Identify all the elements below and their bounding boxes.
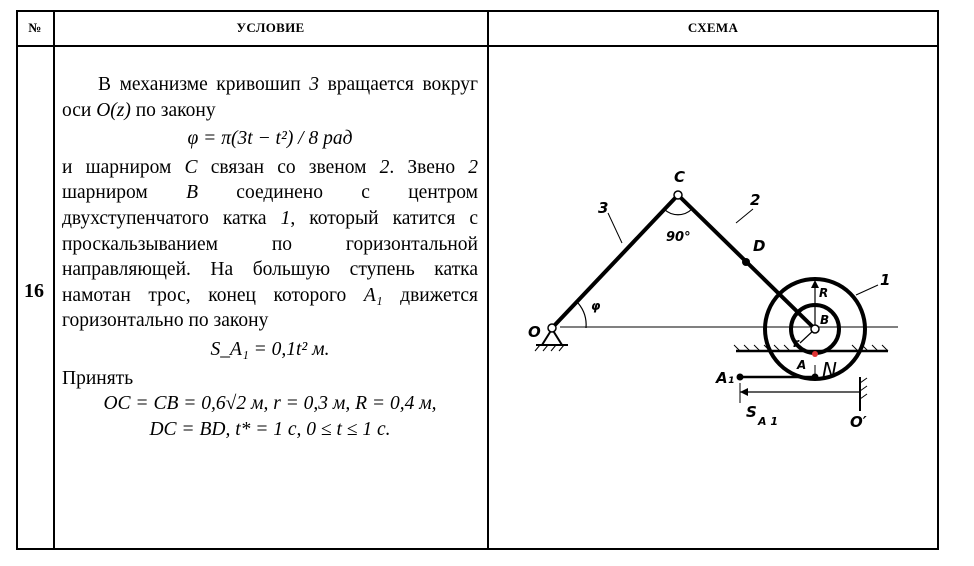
point-A <box>812 374 819 381</box>
rotation-law: φ = π(3t − t²) / 8 рад <box>187 128 353 150</box>
label-link-2: 2 <box>750 191 761 209</box>
motion-law: S_A₁ = 0,1t² м. <box>210 338 330 360</box>
label-R: R <box>819 286 829 300</box>
accept-label: Принять <box>62 367 134 389</box>
joint-B <box>811 325 819 333</box>
given-values-1: OC = CB = 0,6√2 м, r = 0,3 м, R = 0,4 м, <box>103 393 437 415</box>
row-number: 16 <box>24 280 44 302</box>
mechanism-diagram <box>488 47 938 549</box>
header-no: № <box>28 20 42 35</box>
joint-C <box>674 191 682 199</box>
label-C: C <box>674 168 686 186</box>
header-scheme: СХЕМА <box>687 20 739 35</box>
label-S-sub: A 1 <box>758 415 778 428</box>
contact-point <box>812 351 818 357</box>
condition-paragraph-1: В механизме кривошип 3 вращается вокруг оси O(z) по закону <box>62 74 478 121</box>
label-D: D <box>753 237 766 255</box>
label-O-prime: O′ <box>850 413 867 431</box>
label-A: A <box>797 358 807 372</box>
label-A1: A₁ <box>716 369 735 387</box>
crank-3 <box>552 195 678 328</box>
label-angle-C: 90° <box>666 230 691 245</box>
given-values-2: DC = BD, t* = 1 с, 0 ≤ t ≤ 1 с. <box>149 418 391 440</box>
joint-D <box>742 258 750 266</box>
condition-paragraph-2: и шарниром C связан со звеном 2. Звено 2 шарниром B соединено с центром двухступенчатого катка 1, который катится с проскальзыванием по горизонтальной направляющей. На большую ступень катка намотан трос, конец которого A₁ движется горизонтально по закону <box>62 156 479 332</box>
label-link-1: 1 <box>880 271 891 289</box>
label-link-3: 3 <box>598 199 609 217</box>
header-condition: УСЛОВИЕ <box>236 20 305 35</box>
condition-text <box>62 72 478 442</box>
table-col-divider-1 <box>53 10 55 550</box>
label-O: O <box>528 323 541 341</box>
label-angle-phi: φ <box>591 299 601 313</box>
point-A1 <box>737 374 744 381</box>
label-B: B <box>820 313 830 327</box>
label-S: S <box>746 403 757 421</box>
mechanism-svg <box>488 47 938 549</box>
joint-O <box>548 324 556 332</box>
label-r: r <box>793 336 799 350</box>
label-N: N <box>822 358 837 382</box>
